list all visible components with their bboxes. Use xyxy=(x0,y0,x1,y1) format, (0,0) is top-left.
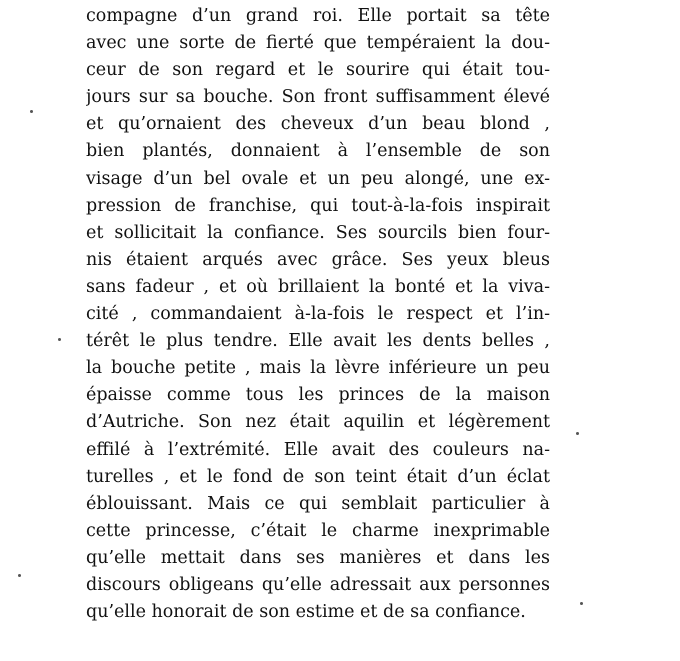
text-line: jours sur sa bouche. Son front suffisamment élevé xyxy=(86,87,550,108)
body-text xyxy=(86,3,550,626)
text-line: térêt le plus tendre. Elle avait les dents belles , xyxy=(86,331,550,352)
text-line: bien plantés, donnaient à l’ensemble de son xyxy=(86,141,550,162)
text-line: d’Autriche. Son nez était aquilin et légèrement xyxy=(86,412,550,433)
text-line: effilé à l’extrémité. Elle avait des couleurs na- xyxy=(86,439,550,460)
text-line: turelles , et le fond de son teint était d’un éclat xyxy=(86,466,550,487)
paper-speck xyxy=(18,574,21,577)
text-line: épaisse comme tous les princes de la maison xyxy=(86,385,550,406)
text-line: pression de franchise, qui tout-à-la-fois inspirait xyxy=(86,195,550,216)
paper-speck xyxy=(58,338,61,341)
paper-speck xyxy=(30,110,33,113)
text-line: discours obligeans qu’elle adressait aux personnes xyxy=(86,574,550,595)
text-line: avec une sorte de fierté que tempéraient la dou- xyxy=(86,33,550,54)
text-line: qu’elle honorait de son estime et de sa confiance. xyxy=(86,602,526,623)
text-line: nis étaient arqués avec grâce. Ses yeux bleus xyxy=(86,249,550,270)
text-line: éblouissant. Mais ce qui semblait particulier à xyxy=(86,493,550,514)
text-line: et sollicitait la confiance. Ses sourcils bien four- xyxy=(86,222,550,243)
paper-speck xyxy=(576,432,579,435)
text-line: la bouche petite , mais la lèvre inférieure un peu xyxy=(86,358,550,379)
text-line: cette princesse, c’était le charme inexprimable xyxy=(86,520,550,541)
text-line: cité , commandaient à-la-fois le respect et l’in- xyxy=(86,304,550,325)
text-line: visage d’un bel ovale et un peu alongé, une ex- xyxy=(86,168,550,189)
text-line: compagne d’un grand roi. Elle portait sa tête xyxy=(86,6,550,26)
text-line: qu’elle mettait dans ses manières et dans les xyxy=(86,547,550,568)
text-line: et qu’ornaient des cheveux d’un beau blond , xyxy=(86,114,550,135)
text-line: sans fadeur , et où brillaient la bonté et la viva- xyxy=(86,276,550,297)
paper-speck xyxy=(580,602,583,605)
text-line: ceur de son regard et le sourire qui était tou- xyxy=(86,60,550,81)
